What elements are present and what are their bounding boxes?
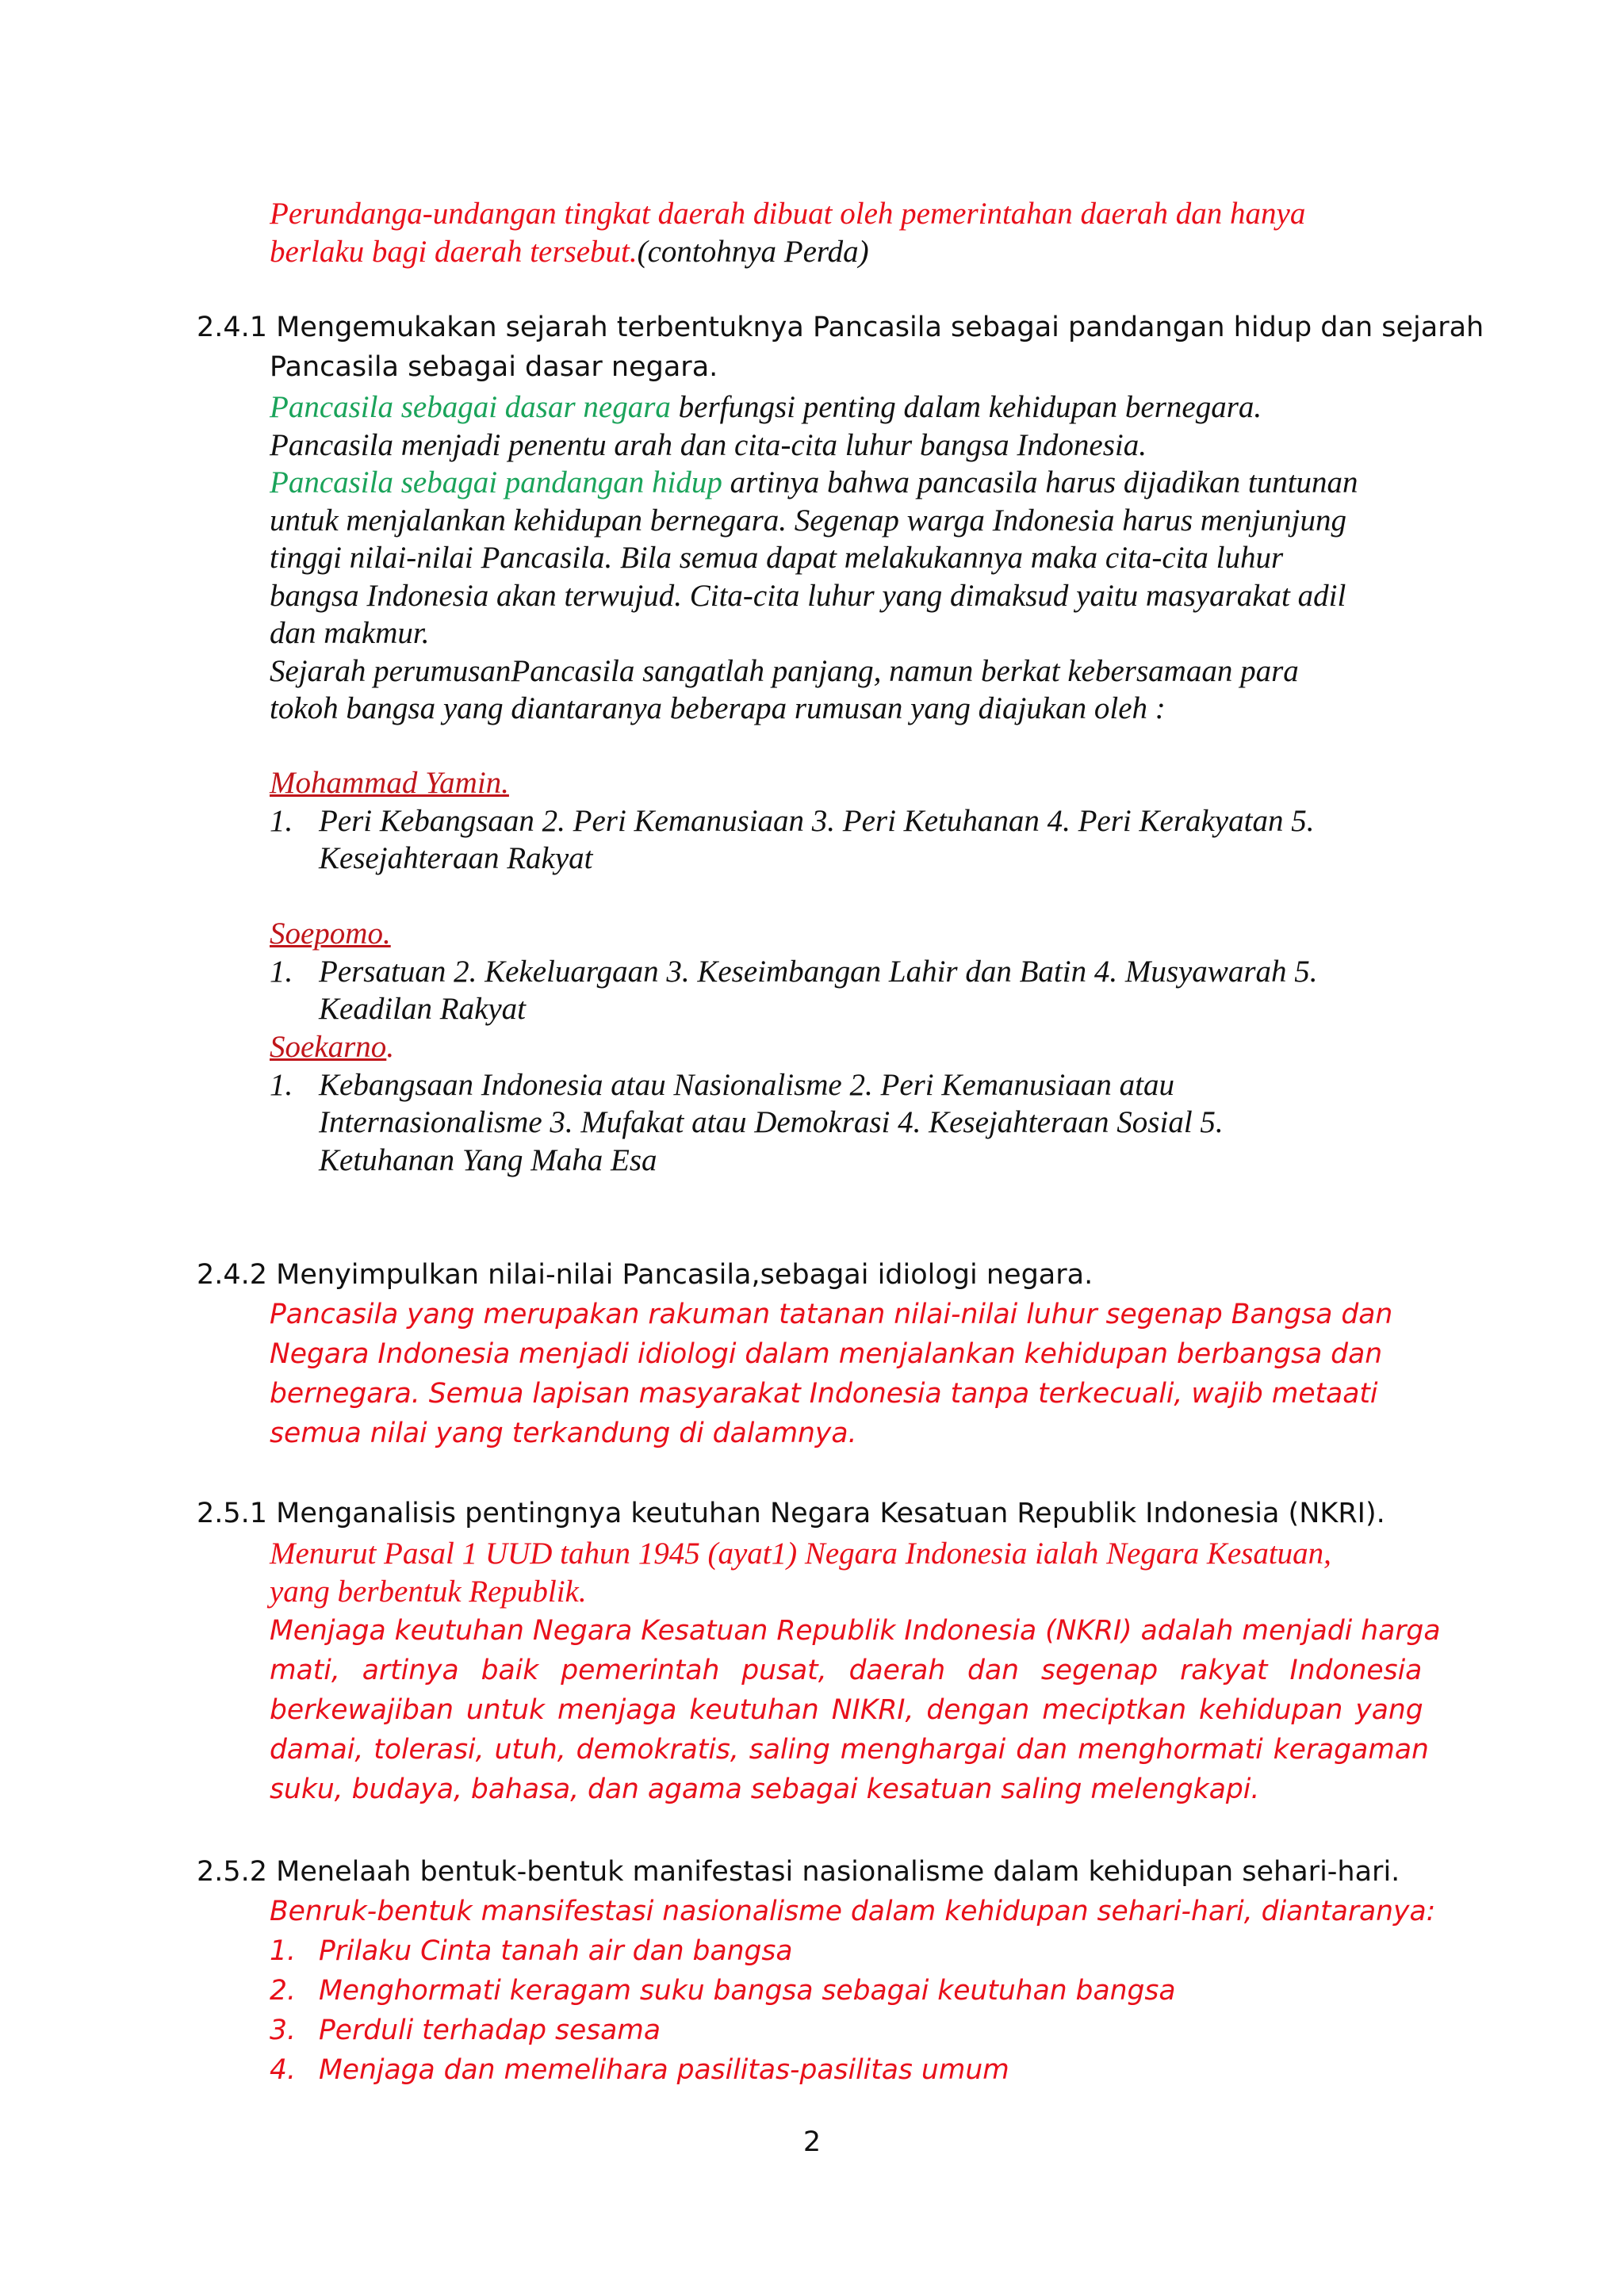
soekarno-item-number: 1. [270, 1067, 293, 1102]
s252-item-2-text: Menghormati keragam suku bangsa sebagai keutuhan bangsa [319, 1975, 1176, 2007]
s252-body [270, 1892, 1435, 2090]
p3-line-2: tokoh bangsa yang diantaranya beberapa rumusan yang diajukan oleh : [270, 691, 1166, 725]
heading-2-5-1 [197, 1494, 1385, 1533]
p2-line-3: tinggi nilai-nilai Pancasila. Bila semua dapat melakukannya maka cita-cita luhur [270, 541, 1284, 575]
pandangan-hidup-term: Pancasila sebagai pandangan hidup [270, 465, 722, 499]
soepomo-list-item [270, 953, 1435, 1028]
intro-line-1: Perundanga-undangan tingkat daerah dibuat oleh pemerintahan daerah dan hanya [270, 197, 1306, 231]
s251-line-1: Menjaga keutuhan Negara Kesatuan Republik Indonesia (NKRI) adalah menjadi harga [270, 1615, 1441, 1647]
s252-item-2 [270, 1971, 1435, 2011]
s242-line-3: bernegara. Semua lapisan masyarakat Indonesia tanpa terkecuali, wajib metaati [270, 1378, 1378, 1410]
s252-item-3-text: Perduli terhadap sesama [319, 2015, 661, 2046]
intro-line-2-black: (contohnya Perda) [637, 234, 869, 269]
s242-line-4: semua nilai yang terkandung di dalamnya. [270, 1418, 857, 1449]
p2-rest: artinya bahwa pancasila harus dijadikan tuntunan [722, 465, 1358, 499]
section-2-4-1-body [270, 388, 1435, 728]
s251-line-3: berkewajiban untuk menjaga keutuhan NIKRI, dengan meciptkan kehidupan yang [270, 1694, 1423, 1726]
dasar-negara-term: Pancasila sebagai dasar negara [270, 390, 671, 424]
s242-line-1: Pancasila yang merupakan rakuman tatanan nilai-nilai luhur segenap Bangsa dan [270, 1299, 1393, 1330]
p2-line-5: dan makmur. [270, 616, 430, 650]
s252-item-4 [270, 2050, 1435, 2090]
s252-intro: Benruk-bentuk mansifestasi nasionalisme dalam kehidupan sehari-hari, diantaranya: [270, 1896, 1436, 1927]
soekarno-dot: . [386, 1030, 395, 1064]
s251-quote-line-1: Menurut Pasal 1 UUD tahun 1945 (ayat1) Negara Indonesia ialah Negara Kesatuan, [270, 1536, 1331, 1571]
s252-item-3-number: 3. [270, 2015, 296, 2046]
section-2-4-2-body [270, 1295, 1435, 1453]
yamin-item-number: 1. [270, 803, 293, 838]
soepomo-item-line-1: Persatuan 2. Kekeluargaan 3. Keseimbangan Lahir dan Batin 4. Musyawarah 5. [319, 954, 1318, 989]
intro-paragraph [270, 195, 1435, 270]
page-number: 2 [802, 2126, 822, 2158]
yamin-list-item [270, 802, 1435, 878]
s252-item-3 [270, 2011, 1435, 2050]
s242-line-2: Negara Indonesia menjadi idiologi dalam menjalankan kehidupan berbangsa dan [270, 1338, 1383, 1370]
soekarno-item-line-1: Kebangsaan Indonesia atau Nasionalisme 2. Peri Kemanusiaan atau [319, 1067, 1174, 1102]
s252-item-2-number: 2. [270, 1975, 296, 2007]
p2-line-2: untuk menjalankan kehidupan bernegara. Segenap warga Indonesia harus menjunjung [270, 503, 1346, 538]
heading-2-4-2-text: 2.4.2 Menyimpulkan nilai-nilai Pancasila,sebagai idiologi negara. [197, 1259, 1094, 1291]
s251-quote-line-2: yang berbentuk Republik. [270, 1574, 587, 1609]
soekarno-item-line-2: Internasionalisme 3. Mufakat atau Demokrasi 4. Kesejahteraan Sosial 5. [319, 1105, 1224, 1139]
s252-item-1-number: 1. [270, 1935, 296, 1967]
s252-item-1-text: Prilaku Cinta tanah air dan bangsa [319, 1935, 793, 1967]
soepomo-item-number: 1. [270, 954, 293, 989]
heading-2-4-2 [197, 1255, 1093, 1295]
yamin-item-line-2: Kesejahteraan Rakyat [319, 841, 593, 875]
soekarno-list-item [270, 1066, 1435, 1180]
soekarno-name: Soekarno [270, 1030, 387, 1064]
p1-line-2: Pancasila menjadi penentu arah dan cita-cita luhur bangsa Indonesia. [270, 427, 1147, 462]
soekarno-block [270, 1028, 1435, 1179]
s252-item-1 [270, 1931, 1435, 1971]
soepomo-block [270, 915, 1435, 1028]
heading-2-4-1-line-1: 2.4.1 Mengemukakan sejarah terbentuknya Pancasila sebagai pandangan hidup dan sejarah [197, 312, 1484, 343]
heading-2-5-1-text: 2.5.1 Menganalisis pentingnya keutuhan Negara Kesatuan Republik Indonesia (NKRI). [197, 1498, 1385, 1529]
soepomo-name: Soepomo. [270, 916, 391, 951]
heading-2-4-1 [197, 308, 1484, 387]
p2-line-4: bangsa Indonesia akan terwujud. Cita-cita luhur yang dimaksud yaitu masyarakat adil [270, 578, 1346, 613]
s251-line-2: mati, artinya baik pemerintah pusat, daerah dan segenap rakyat Indonesia [270, 1655, 1423, 1686]
intro-line-2-red: berlaku bagi daerah tersebut. [270, 234, 638, 269]
yamin-item-line-1: Peri Kebangsaan 2. Peri Kemanusiaan 3. Peri Ketuhanan 4. Peri Kerakyatan 5. [319, 803, 1315, 838]
s251-quote [270, 1535, 1435, 1610]
s251-line-4: damai, tolerasi, utuh, demokratis, saling menghargai dan menghormati keragaman [270, 1734, 1429, 1766]
heading-2-4-1-line-2: Pancasila sebagai dasar negara. [270, 351, 718, 383]
s251-body [270, 1611, 1441, 1809]
soepomo-item-line-2: Keadilan Rakyat [319, 992, 527, 1026]
s252-item-4-text: Menjaga dan memelihara pasilitas-pasilitas umum [319, 2054, 1009, 2086]
soekarno-item-line-3: Ketuhanan Yang Maha Esa [319, 1142, 657, 1177]
heading-2-5-2-text: 2.5.2 Menelaah bentuk-bentuk manifestasi nasionalisme dalam kehidupan sehari-hari. [197, 1856, 1400, 1888]
s252-item-4-number: 4. [270, 2054, 296, 2086]
p1-rest: berfungsi penting dalam kehidupan bernegara. [670, 390, 1262, 424]
heading-2-5-2 [197, 1852, 1400, 1892]
yamin-name: Mohammad Yamin. [270, 766, 509, 800]
p3-line-1: Sejarah perumusanPancasila sangatlah panjang, namun berkat kebersamaan para [270, 653, 1299, 688]
s251-line-5: suku, budaya, bahasa, dan agama sebagai kesatuan saling melengkapi. [270, 1774, 1260, 1805]
yamin-block [270, 764, 1435, 878]
